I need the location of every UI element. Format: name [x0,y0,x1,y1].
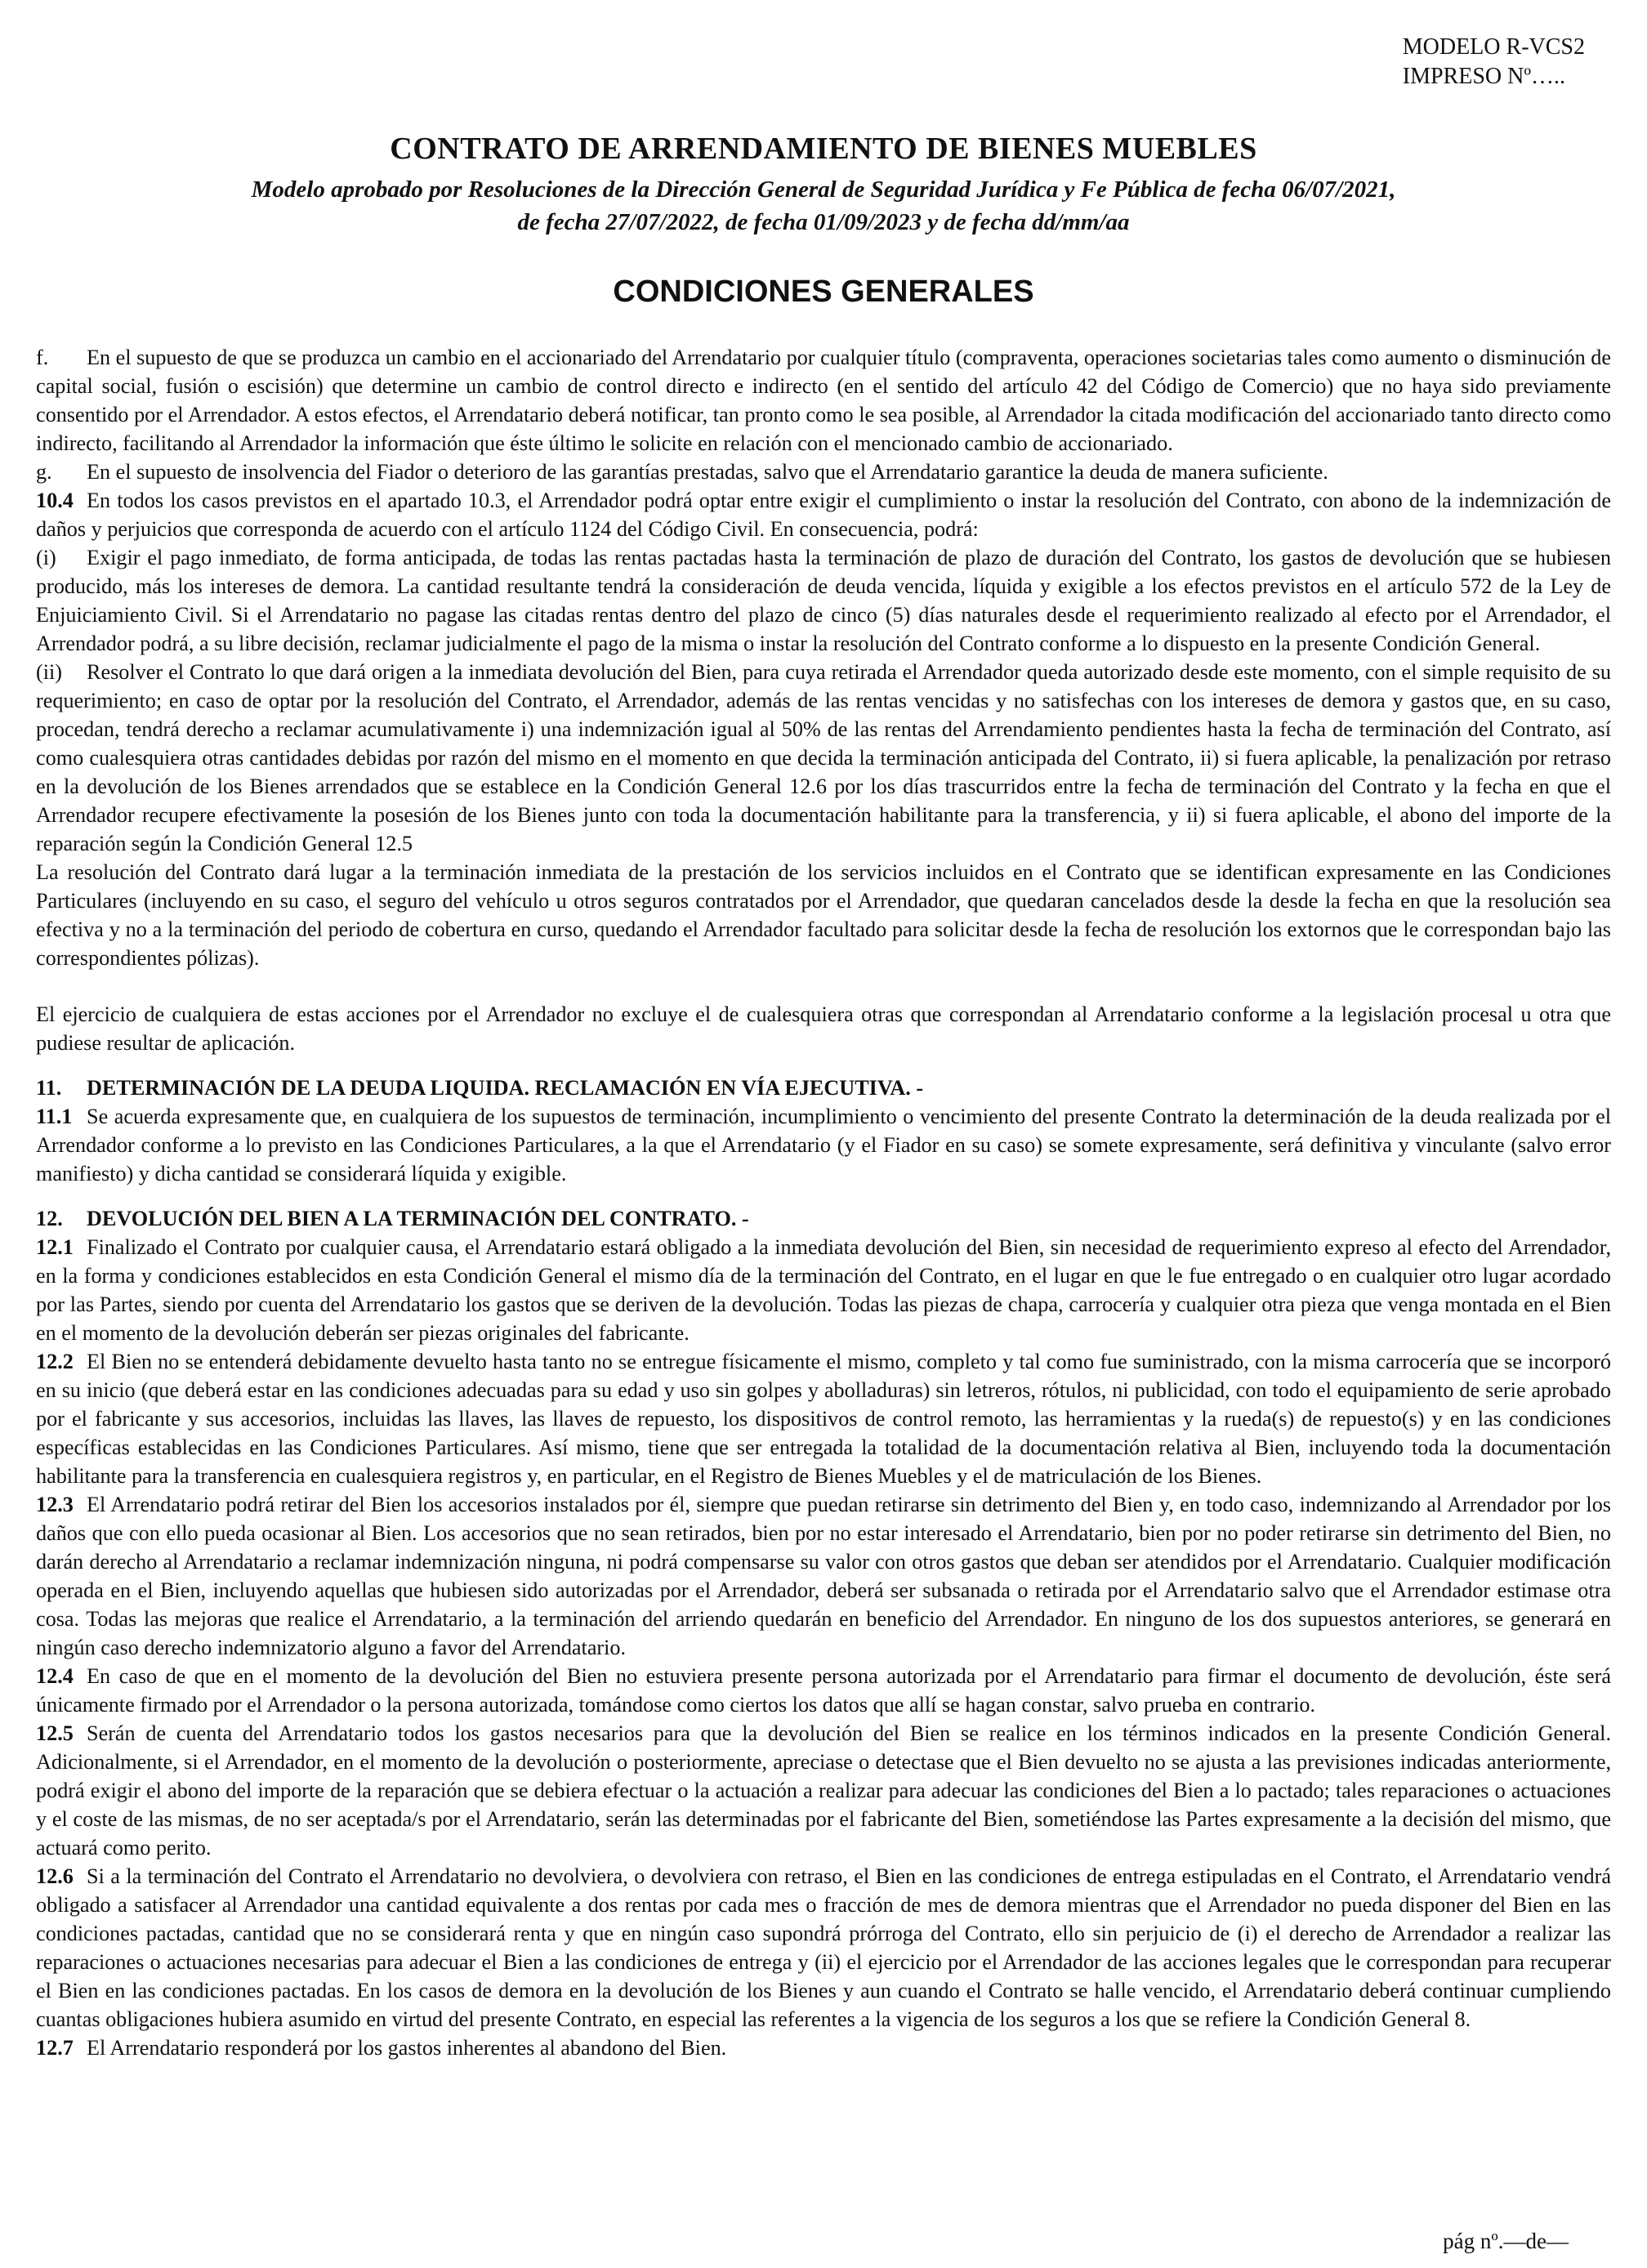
clause-text: Exigir el pago inmediato, de forma anticipada, de todas las rentas pactadas hasta la terminación de plazo de duración del Contrato, los gastos de devolución que se hubiesen producido, más los intereses de demora. La cantidad resultante tendrá la consideración de deuda vencida, líquida y exigible a los efectos previstos en el artículo 572 de la Ley de Enjuiciamiento Civil. Si el Arrendatario no pagase las citadas rentas dentro del plazo de cinco (5) días naturales desde el requerimiento realizado al efecto por el Arrendador, el Arrendador podrá, a su libre decisión, reclamar judicialmente el pago de la misma o instar la resolución del Contrato conforme a lo dispuesto en la presente Condición General. [36,546,1611,655]
clause-number: 12.2 [36,1350,74,1373]
clause-12-1 [36,1233,1611,1347]
clause-f [36,343,1611,458]
clause-12-6 [36,1862,1611,2034]
clause-label: (i) [36,546,56,569]
document-subtitle [0,173,1647,239]
clause-12-7 [36,2034,1611,2062]
section-12-heading [36,1204,1611,1233]
clause-text: Resolver el Contrato lo que dará origen a la inmediata devolución del Bien, para cuya retirada el Arrendador queda autorizado desde este momento, con el simple requisito de su requerimiento; en caso de optar por la resolución del Contrato, el Arrendador, además de las rentas vencidas y no satisfechas con los intereses de demora y gastos que, en su caso, procedan, tendrá derecho a reclamar acumulativamente i) una indemnización igual al 50% de las rentas del Arrendamiento pendientes hasta la fecha de terminación del Contrato, así como cualesquiera otras cantidades debidas por razón del mismo en el momento en que decida la terminación anticipada del Contrato, ii) si fuera aplicable, la penalización por retraso en la devolución de los Bienes arrendados que se establece en la Condición General 12.6 por los días trascurridos entre la fecha de terminación del Contrato y la fecha en que el Arrendador recupere efectivamente la posesión de los Bienes junto con toda la documentación habilitante para la transferencia, y ii) si fuera aplicable, el abono del importe de la reparación según la Condición General 12.5 [36,660,1611,855]
clause-number: 10.4 [36,489,74,512]
clause-label: f. [36,346,49,369]
clause-10-4-i [36,543,1611,658]
clause-text: Se acuerda expresamente que, en cualquiera de los supuestos de terminación, incumplimiento o vencimiento del presente Contrato la determinación de la deuda realizada por el Arrendador conforme a lo previsto en las Condiciones Particulares, a la que el Arrendatario (y el Fiador en su caso) se somete expresamente, será definitiva y vinculante (salvo error manifiesto) y dicha cantidad se considerará líquida y exigible. [36,1105,1611,1185]
clause-text: Serán de cuenta del Arrendatario todos los gastos necesarios para que la devolución del Bien se realice en los términos indicados en la presente Condición General. Adicionalmente, si el Arrendador, en el momento de la devolución o posteriormente, apreciase o detectase que el Bien devuelto no se ajusta a las previsiones indicadas anteriormente, podrá exigir el abono del importe de la reparación que se debiera efectuar o la actuación a realizar para adecuar las condiciones del Bien a lo pactado; tales reparaciones o actuaciones y el coste de las mismas, de no ser aceptada/s por el Arrendatario, serán las determinadas por el fabricante del Bien, sometiéndose las Partes expresamente a la decisión del mismo, que actuará como perito. [36,1721,1611,1859]
clause-10-4-ii [36,658,1611,858]
clause-text: En todos los casos previstos en el apartado 10.3, el Arrendador podrá optar entre exigir el cumplimiento o instar la resolución del Contrato, con abono de la indemnización de daños y perjuicios que corresponda de acuerdo con el artículo 1124 del Código Civil. En consecuencia, podrá: [36,489,1611,541]
clause-text: En el supuesto de que se produzca un cambio en el accionariado del Arrendatario por cualquier título (compraventa, operaciones societarias tales como aumento o disminución de capital social, fusión o escisión) que determine un cambio de control directo e indirecto (en el sentido del artículo 42 del Código de Comercio) que no haya sido previamente consentido por el Arrendador. A estos efectos, el Arrendatario deberá notificar, tan pronto como le sea posible, al Arrendador la citada modificación del accionariado tanto directo como indirecto, facilitando al Arrendador la información que éste último le solicite en relación con el mencionado cambio de accionariado. [36,346,1611,455]
document-body [36,343,1611,2062]
clause-text: El Arrendatario podrá retirar del Bien los accesorios instalados por él, siempre que puedan retirarse sin detrimento del Bien y, en todo caso, indemnizando al Arrendador por los daños que con ello pueda ocasionar al Bien. Los accesorios que no sean retirados, bien por no estar interesado el Arrendatario, bien por no poder retirarse sin detrimento del Bien, no darán derecho al Arrendatario a reclamar indemnización ninguna, ni podrá compensarse su valor con otros gastos que deban ser atendidos por el Arrendatario. Cualquier modificación operada en el Bien, incluyendo aquellas que hubiesen sido autorizadas por el Arrendador, deberá ser subsanada o retirada por el Arrendatario salvo que el Arrendador estimase otra cosa. Todas las mejoras que realice el Arrendatario, a la terminación del arriendo quedarán en beneficio del Arrendador. En ninguno de los dos supuestos anteriores, se generará en ningún caso derecho indemnizatorio alguno a favor del Arrendatario. [36,1493,1611,1659]
section-11-heading [36,1074,1611,1102]
model-reference [1403,33,1585,92]
clause-10-4 [36,486,1611,543]
resolution-paragraph: La resolución del Contrato dará lugar a la terminación inmediata de la prestación de los servicios incluidos en el Contrato que se identifican expresamente en las Condiciones Particulares (incluyendo en su caso, el seguro del vehículo u otros seguros contratados por el Arrendador, que quedaran cancelados desde la desde la fecha en que la resolución sea efectiva y no a la terminación del periodo de cobertura en curso, quedando el Arrendador facultado para solicitar desde la fecha de resolución los extornos que le correspondan bajo las correspondientes pólizas). [36,860,1611,970]
clause-number: 12.5 [36,1721,74,1745]
exercise-paragraph: El ejercicio de cualquiera de estas acciones por el Arrendador no excluye el de cualesquiera otras que correspondan al Arrendatario conforme a la legislación procesal u otra que pudiese resultar de aplicación. [36,1002,1611,1055]
clause-number: 12.7 [36,2036,74,2060]
clause-12-2 [36,1347,1611,1490]
clause-text: En caso de que en el momento de la devolución del Bien no estuviera presente persona autorizada por el Arrendatario para firmar el documento de devolución, éste será únicamente firmado por el Arrendador o la persona autorizada, tomándose como ciertos los datos que allí se hagan constar, salvo prueba en contrario. [36,1664,1611,1717]
clause-text: Finalizado el Contrato por cualquier causa, el Arrendatario estará obligado a la inmediata devolución del Bien, sin necesidad de requerimiento expreso al efecto del Arrendador, en la forma y condiciones establecidos en esta Condición General el mismo día de la terminación del Contrato, en el lugar en que le fue entregado o en cualquier otro lugar acordado por las Partes, siendo por cuenta del Arrendatario los gastos que se deriven de la devolución. Todas las piezas de chapa, carrocería y cualquier otra pieza que venga montada en el Bien en el momento de la devolución deberán ser piezas originales del fabricante. [36,1235,1611,1345]
section-number: 11. [36,1076,62,1100]
clause-number: 11.1 [36,1105,73,1128]
section-heading-text: DETERMINACIÓN DE LA DEUDA LIQUIDA. RECLAMACIÓN EN VÍA EJECUTIVA. - [87,1076,924,1100]
subtitle-line-2: de fecha 27/07/2022, de fecha 01/09/2023 y de fecha dd/mm/aa [517,209,1130,235]
model-code: MODELO R-VCS2 [1402,34,1585,60]
section-heading-text: DEVOLUCIÓN DEL BIEN A LA TERMINACIÓN DEL CONTRATO. - [87,1207,749,1230]
page-number: pág nº.—de— [1443,2229,1569,2253]
clause-g [36,458,1611,486]
document-title: CONTRATO DE ARRENDAMIENTO DE BIENES MUEBLES [390,132,1257,166]
clause-number: 12.4 [36,1664,74,1688]
section-number: 12. [36,1207,63,1230]
clause-number: 12.1 [36,1235,74,1259]
clause-text: En el supuesto de insolvencia del Fiador o deterioro de las garantías prestadas, salvo que el Arrendatario garantice la deuda de manera suficiente. [87,460,1328,484]
clause-number: 12.3 [36,1493,74,1516]
section-title: CONDICIONES GENERALES [613,275,1034,309]
clause-12-4 [36,1662,1611,1719]
print-number: IMPRESO Nº….. [1402,64,1566,89]
clause-text: El Arrendatario responderá por los gastos inherentes al abandono del Bien. [87,2036,727,2060]
clause-11-1 [36,1102,1611,1188]
clause-text: Si a la terminación del Contrato el Arrendatario no devolviera, o devolviera con retraso, el Bien en las condiciones de entrega estipuladas en el Contrato, el Arrendatario vendrá obligado a satisfacer al Arrendador una cantidad equivalente a dos rentas por cada mes o fracción de mes de demora mientras que el Arrendador no pueda disponer del Bien en las condiciones pactadas, cantidad que no se considerará renta y que en ningún caso supondrá prórroga del Contrato, ello sin perjuicio de (i) el derecho de Arrendador a realizar las reparaciones o actuaciones necesarias para adecuar el Bien a las condiciones de entrega y (ii) el ejercicio por el Arrendador de las acciones legales que le correspondan para recuperar el Bien en las condiciones pactadas. En los casos de demora en la devolución de los Bienes y aun cuando el Contrato se halle vencido, el Arrendatario deberá continuar cumpliendo cuantas obligaciones hubiera asumido en virtud del presente Contrato, en especial las referentes a la vigencia de los seguros a los que se refiere la Condición General 8. [36,1864,1611,2031]
clause-12-5 [36,1719,1611,1862]
clause-label: (ii) [36,660,62,684]
clause-12-3 [36,1490,1611,1662]
clause-label: g. [36,460,52,484]
clause-text: El Bien no se entenderá debidamente devuelto hasta tanto no se entregue físicamente el mismo, completo y tal como fue suministrado, con la misma carrocería que se incorporó en su inicio (que deberá estar en las condiciones adecuadas para su edad y uso sin golpes y abolladuras) sin letreros, rótulos, ni publicidad, con todo el equipamiento de serie aprobado por el fabricante y sus accesorios, incluidas las llaves, las llaves de repuesto, los dispositivos de control remoto, las herramientas y la rueda(s) de repuesto(s) y en las condiciones específicas establecidas en las Condiciones Particulares. Así mismo, tiene que ser entregada la totalidad de la documentación relativa al Bien, incluyendo toda la documentación habilitante para la transferencia en cualesquiera registros y, en particular, en el Registro de Bienes Muebles y el de matriculación de los Bienes. [36,1350,1611,1488]
clause-number: 12.6 [36,1864,74,1888]
subtitle-line-1: Modelo aprobado por Resoluciones de la Dirección General de Seguridad Jurídica y Fe Pública de fecha 06/07/2021, [251,176,1396,203]
